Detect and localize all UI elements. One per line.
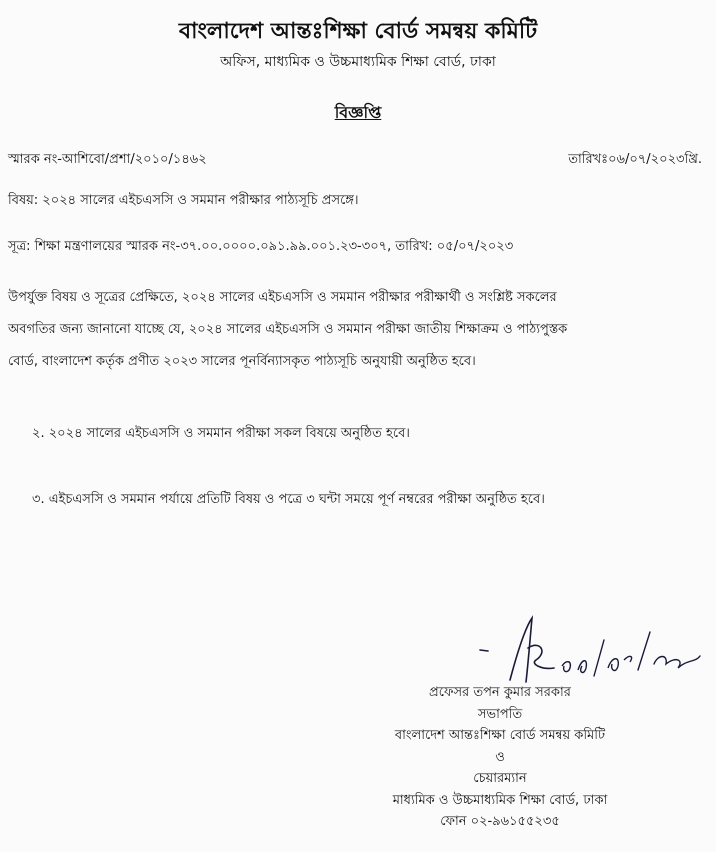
numbered-item-3: ৩. এইচএসসি ও সমমান পর্যায়ে প্রতিটি বিষয় ও পত্রে ৩ ঘন্টা সময়ে পূর্ণ নম্বরের পরীক্ষা অনুষ্ঠিত হবে।	[32, 492, 545, 507]
signatory-board: মাধ্যমিক ও উচ্চমাধ্যমিক শিক্ষা বোর্ড, ঢাকা	[392, 792, 608, 808]
handwritten-signature	[470, 610, 710, 690]
paragraph-line: উপর্যুক্ত বিষয় ও সূত্রের প্রেক্ষিতে, ২০২৪ সালের এইচএসসি ও সমমান পরীক্ষার পরীক্ষার্থী ও সংশ্লিষ্ট সকলের	[8, 290, 557, 305]
paragraph-line: বোর্ড, বাংলাদেশ কর্তৃক প্রণীত ২০২৩ সালের পূনর্বিন্যাসকৃত পাঠ্যসূচি অনুযায়ী অনুষ্ঠিত হবে।	[8, 354, 476, 369]
memo-number: স্মারক নং-আশিবো/প্রশা/২০১০/১৪৬২	[8, 152, 207, 167]
signatory-committee: বাংলাদেশ আন্তঃশিক্ষা বোর্ড সমন্বয় কমিটি	[394, 728, 606, 743]
document-subtitle: অফিস, মাধ্যমিক ও উচ্চমাধ্যমিক শিক্ষা বোর্ড, ঢাকা	[220, 54, 496, 70]
notice-date: তারিখঃ০৬/০৭/২০২৩খ্রি.	[568, 152, 702, 167]
signatory-role-chairman: চেয়ারম্যান	[473, 771, 527, 786]
main-paragraph	[8, 282, 708, 378]
subject-line: বিষয়: ২০২৪ সালের এইচএসসি ও সমমান পরীক্ষার পাঠ্যসূচি প্রসঙ্গে।	[8, 193, 359, 208]
signatory-block	[320, 682, 680, 833]
signatory-name: প্রফেসর তপন কুমার সরকার	[429, 685, 571, 700]
signatory-conjunction: ও	[495, 749, 505, 765]
paragraph-line: অবগতির জন্য জানানো যাচ্ছে যে, ২০২৪ সালের এইচএসসি ও সমমান পরীক্ষা জাতীয় শিক্ষাক্রম ও পাঠ্যপুস্তক	[8, 322, 568, 337]
document-title: বাংলাদেশ আন্তঃশিক্ষা বোর্ড সমন্বয় কমিটি	[178, 19, 538, 44]
reference-line: সূত্র: শিক্ষা মন্ত্রণালয়ের স্মারক নং-৩৭.০০.০০০০.০৯১.৯৯.০০১.২৩-৩০৭, তারিখ: ০৫/০৭/২০২৩	[8, 239, 514, 254]
signatory-phone: ফোন ০২-৯৬১৫৫২৩৫	[440, 814, 560, 829]
numbered-item-2: ২. ২০২৪ সালের এইচএসসি ও সমমান পরীক্ষা সকল বিষয়ে অনুষ্ঠিত হবে।	[32, 426, 410, 441]
notice-heading: বিজ্ঞপ্তি	[334, 103, 382, 122]
signatory-role-president: সভাপতি	[477, 706, 523, 722]
